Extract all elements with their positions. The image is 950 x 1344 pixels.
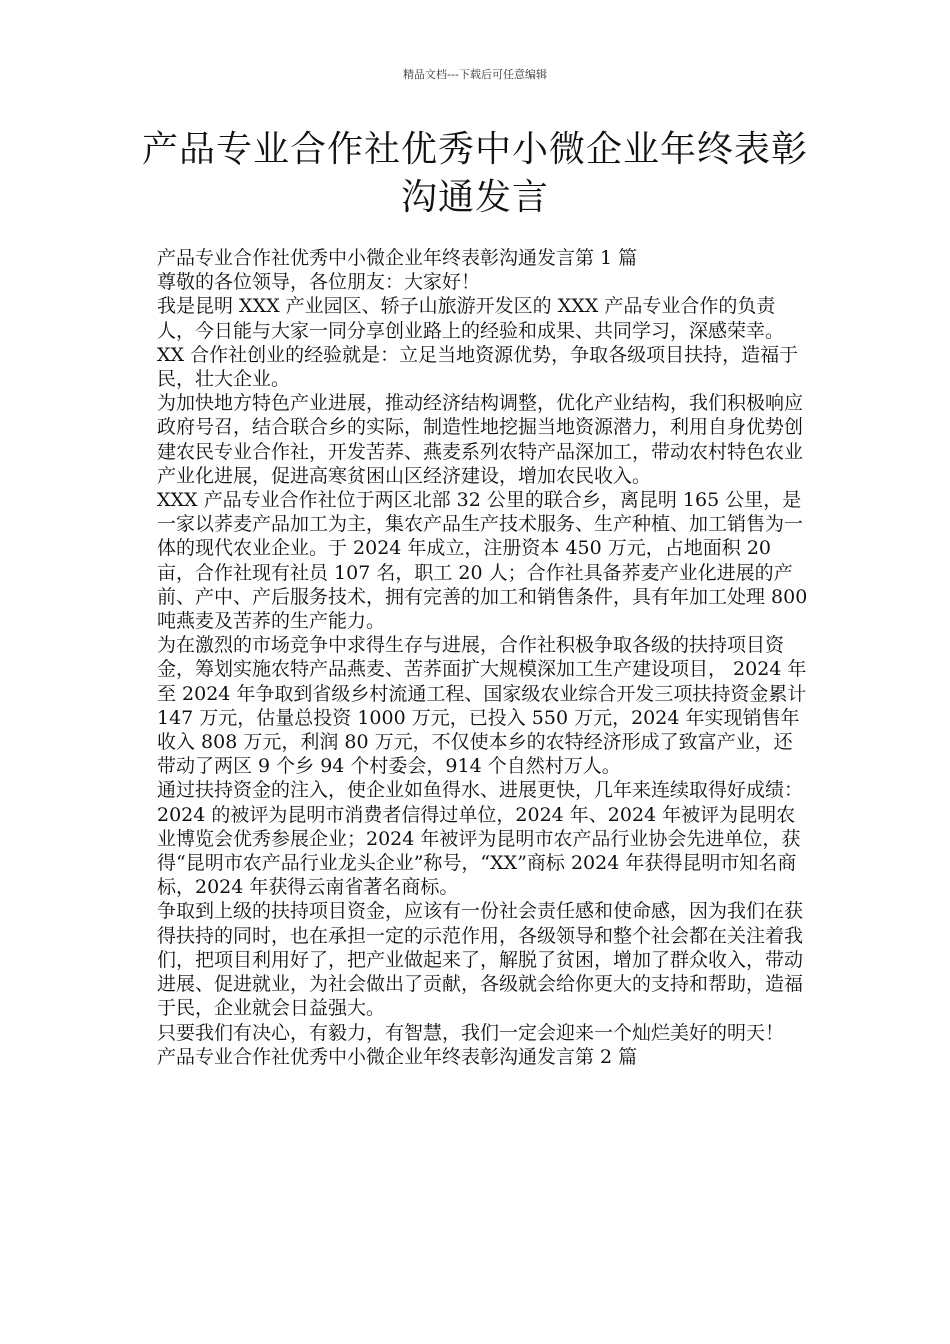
paragraph-achievements: 通过扶持资金的注入，使企业如鱼得水、进展更快，几年来连续取得好成绩：2024 的被评为昆明市消费者信得过单位，2024 年、2024 年被评为昆明农业博览会优秀参展企业；2024 年被评为昆明市农产品行业协会先进单位，获得“昆明市农产品行业龙头企业”称号，“XX”商标 2024 年获得昆明市知名商标，2024 年获得云南省著名商标。 (157, 779, 804, 899)
document-body (145, 246, 810, 1069)
paragraph-intro: 我是昆明 XXX 产业园区、轿子山旅游开发区的 XXX 产品专业合作的负责人，今日能与大家一同分享创业路上的经验和成果、共同学习，深感荣幸。XX 合作社创业的经验就是：立足当地资源优势，争取各级项目扶持，造福于民，壮大企业。 (157, 295, 799, 391)
paragraph-responsibility: 争取到上级的扶持项目资金，应该有一份社会责任感和使命感，因为我们在获得扶持的同时，也在承担一定的示范作用，各级领导和整个社会都在关注着我们，把项目利用好了，把产业做起来了，解脱了贫困，增加了群众收入，带动进展、促进就业，为社会做出了贡献，各级就会给你更大的支持和帮助，造福于民，企业就会日益强大。 (157, 900, 804, 1020)
paragraph-closing: 只要我们有决心，有毅力，有智慧，我们一定会迎来一个灿烂美好的明天！ (157, 1021, 785, 1044)
paragraph-company-profile: XXX 产品专业合作社位于两区北部 32 公里的联合乡，离昆明 165 公里，是一家以荞麦产品加工为主，集农产品生产技术服务、生产种植、加工销售为一体的现代农业企业。于 2024 年成立，注册资本 450 万元，占地面积 20 亩，合作社现有社员 107 名，职工 20 人；合作社具备荞麦产业化进展的产前、产中、产后服务技术，拥有完善的加工和销售条件，具有年加工处理 800 吨燕麦及苦荞的生产能力。 (157, 489, 808, 633)
paragraph-background: 为加快地方特色产业进展，推动经济结构调整，优化产业结构，我们积极响应政府号召，结合联合乡的实际，制造性地挖掘当地资源潜力，利用自身优势创建农民专业合作社，开发苦荞、燕麦系列农特产品深加工，带动农村特色农业产业化进展，促进高寒贫困山区经济建设，增加农民收入。 (157, 392, 804, 487)
document-title: 产品专业合作社优秀中小微企业年终表彰沟通发言 (141, 129, 808, 218)
header-note: 精品文档---下载后可任意编辑 (403, 68, 547, 81)
section-heading-2: 产品专业合作社优秀中小微企业年终表彰沟通发言第 2 篇 (157, 1045, 638, 1068)
section-heading-1: 产品专业合作社优秀中小微企业年终表彰沟通发言第 1 篇 (157, 247, 638, 269)
paragraph-funding: 为在激烈的市场竞争中求得生存与进展，合作社积极争取各级的扶持项目资金，筹划实施农特产品燕麦、苦荞面扩大规模深加工生产建设项目， 2024 年至 2024 年争取到省级乡村流通工程、国家级农业综合开发三项扶持资金累计 147 万元，估量总投资 1000 万元，已投入 550 万元，2024 年实现销售年收入 808 万元，利润 80 万元，不仅使本乡的农特经济形成了致富产业，还带动了两区 9 个乡 94 个村委会，914 个自然村万人。 (157, 634, 807, 778)
salutation: 尊敬的各位领导，各位朋友：大家好！ (157, 271, 481, 294)
